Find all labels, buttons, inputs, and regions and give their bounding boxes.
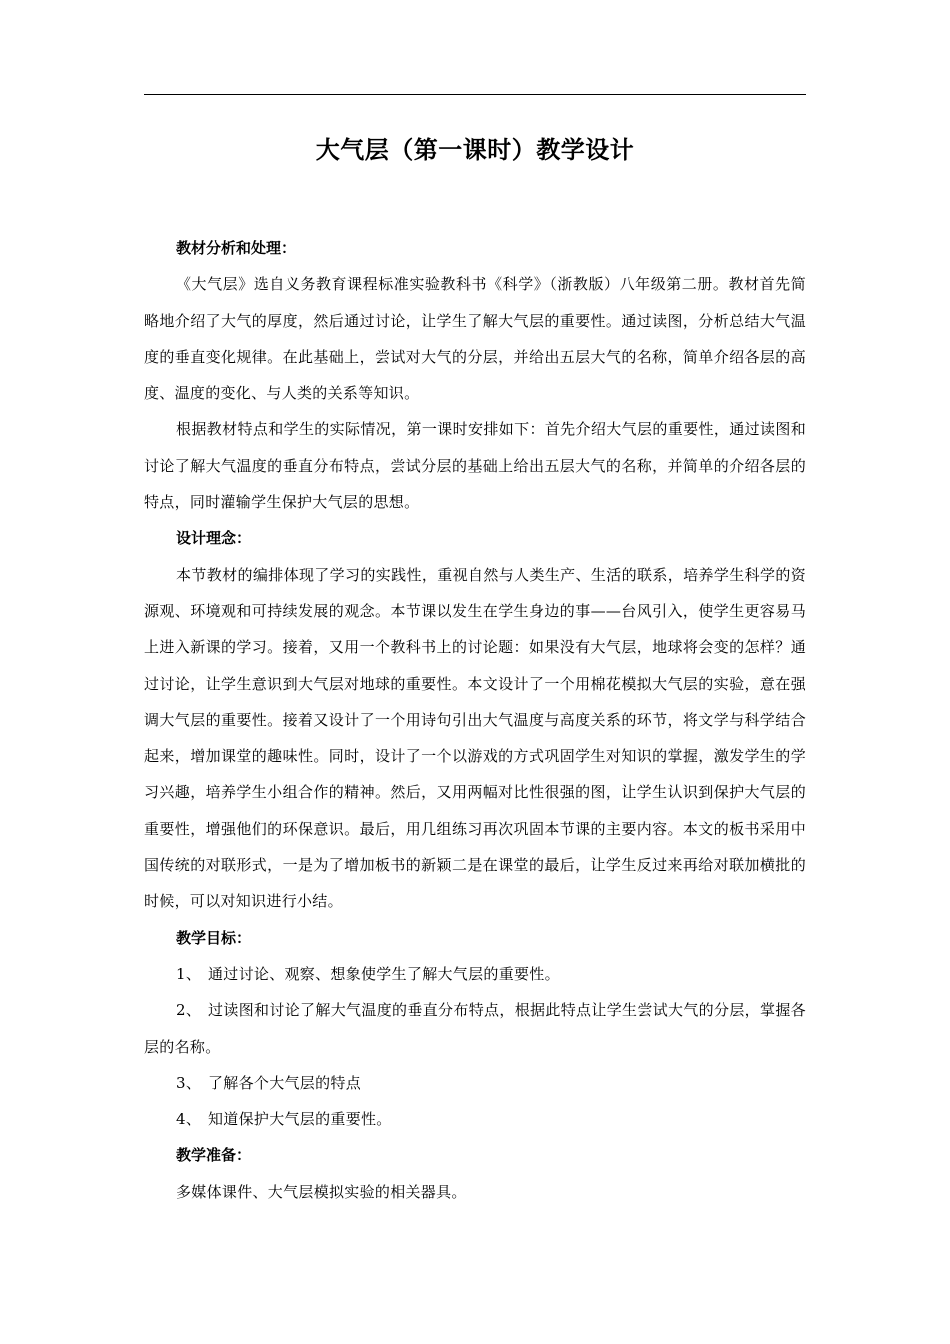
section-material-analysis bbox=[144, 230, 806, 520]
list-item bbox=[144, 992, 806, 1065]
paragraph: 《大气层》选自义务教育课程标准实验教科书《科学》（浙教版）八年级第二册。教材首先简略地介绍了大气的厚度，然后通过讨论，让学生了解大气层的重要性。通过读图，分析总结大气温度的垂直变化规律。在此基础上，尝试对大气的分层，并给出五层大气的名称，简单介绍各层的高度、温度的变化、与人类的关系等知识。 bbox=[144, 275, 806, 403]
header-rule bbox=[144, 94, 806, 95]
section-heading: 教学准备： bbox=[176, 1146, 252, 1165]
list-item-text: 过读图和讨论了解大气温度的垂直分布特点，根据此特点让学生尝试大气的分层，掌握各层的名称。 bbox=[144, 1001, 806, 1056]
list-item-number: 2、 bbox=[176, 1001, 202, 1020]
section-heading: 教学目标： bbox=[176, 928, 252, 947]
list-item bbox=[144, 1101, 806, 1137]
list-item bbox=[144, 1065, 806, 1101]
paragraph: 根据教材特点和学生的实际情况，第一课时安排如下：首先介绍大气层的重要性，通过读图和讨论了解大气温度的垂直分布特点，尝试分层的基础上给出五层大气的名称，并简单的介绍各层的特点，同时灌输学生保护大气层的思想。 bbox=[144, 420, 806, 512]
section-teaching-preparation bbox=[144, 1137, 806, 1210]
list-item-number: 3、 bbox=[176, 1073, 202, 1092]
section-design-concept bbox=[144, 520, 806, 919]
section-teaching-objectives bbox=[144, 920, 806, 1138]
list-item-number: 4、 bbox=[176, 1110, 202, 1129]
list-item-text: 了解各个大气层的特点 bbox=[208, 1073, 362, 1092]
list-item bbox=[144, 956, 806, 992]
list-item-text: 知道保护大气层的重要性。 bbox=[208, 1110, 392, 1129]
section-heading: 设计理念： bbox=[176, 529, 252, 548]
document-body bbox=[144, 230, 806, 1210]
paragraph: 本节教材的编排体现了学习的实践性，重视自然与人类生产、生活的联系，培养学生科学的资源观、环境观和可持续发展的观念。本节课以发生在学生身边的事——台风引入，使学生更容易马上进入新课的学习。接着，又用一个教科书上的讨论题：如果没有大气层，地球将会变的怎样？通过讨论，让学生意识到大气层对地球的重要性。本文设计了一个用棉花模拟大气层的实验，意在强调大气层的重要性。接着又设计了一个用诗句引出大气温度与高度关系的环节，将文学与科学结合起来，增加课堂的趣味性。同时，设计了一个以游戏的方式巩固学生对知识的掌握，激发学生的学习兴趣，培养学生小组合作的精神。然后，又用两幅对比性很强的图，让学生认识到保护大气层的重要性，增强他们的环保意识。最后，用几组练习再次巩固本节课的主要内容。本文的板书采用中国传统的对联形式，一是为了增加板书的新颖二是在课堂的最后，让学生反过来再给对联加横批的时候，可以对知识进行小结。 bbox=[144, 565, 806, 911]
section-heading: 教材分析和处理： bbox=[176, 239, 297, 257]
list-item-number: 1、 bbox=[176, 964, 202, 983]
document-title: 大气层（第一课时）教学设计 bbox=[315, 136, 635, 164]
paragraph: 多媒体课件、大气层模拟实验的相关器具。 bbox=[176, 1182, 467, 1201]
list-item-text: 通过讨论、观察、想象使学生了解大气层的重要性。 bbox=[208, 964, 560, 983]
